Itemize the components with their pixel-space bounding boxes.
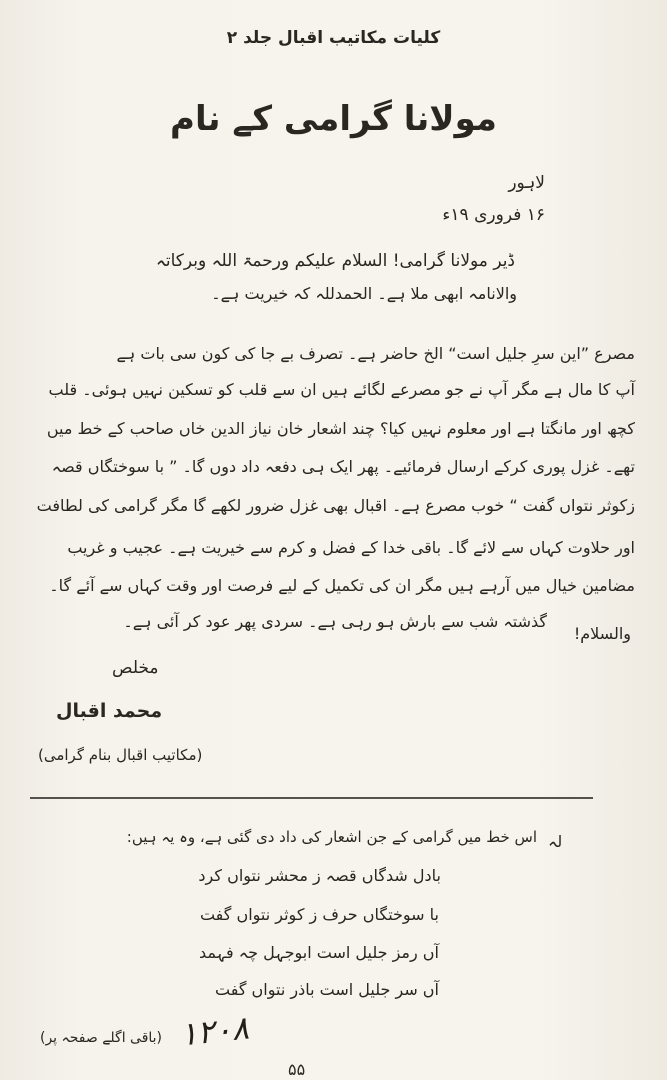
letter-closing: والسلام! xyxy=(573,624,631,643)
letter-line: زکوثر نتواں گفت “ خوب مصرع ہے۔ اقبال بھی غزل ضرور لکھے گا مگر گرامی کی لطافت xyxy=(36,496,635,515)
letter-date: ۱۶ فروری ۱۹ء xyxy=(442,205,545,225)
footnote-divider xyxy=(30,797,593,799)
letter-line: تھے۔ غزل پوری کرکے ارسال فرمائیے۔ پھر ایک ہی دفعہ داد دوں گا۔ ” با سوختگاں قصہ xyxy=(51,457,635,476)
letter-place: لاہور xyxy=(508,173,545,193)
letter-line: اور حلاوت کہاں سے لائے گا۔ باقی خدا کے فضل و کرم سے خیریت ہے۔ عجیب و غریب xyxy=(67,538,635,557)
letter-line: مضامین خیال میں آرہے ہیں مگر ان کی تکمیل کے لیے فرصت اور وقت کہاں سے آئے گا۔ xyxy=(49,576,635,595)
letter-line: کچھ اور مانگتا ہے اور معلوم نہیں کیا؟ چند اشعار خان نیاز الدین خاں صاحب کے خط میں xyxy=(46,419,635,438)
running-title: کلیات مکاتیب اقبال جلد ۲ xyxy=(226,28,441,48)
footnote-verse: آں رمز جلیل است ابوجہل چہ فہمد xyxy=(198,943,439,962)
footnote-verse: آں سر جلیل است باذر نتواں گفت xyxy=(215,980,439,999)
letter-line: آپ کا مال ہے مگر آپ نے جو مصرعے لگائے ہیں ان سے قلب کو تسکین نہیں ہوئی۔ قلب xyxy=(48,380,635,399)
letter-greeting: ڈیر مولانا گرامی! السلام علیکم ورحمۃ اللہ وبرکاتہ xyxy=(155,251,515,271)
footnote-verse: بادل شدگاں قصہ ز محشر نتواں کرد xyxy=(198,866,441,885)
signature: محمد اقبال xyxy=(56,700,163,722)
source-citation: (مکاتیب اقبال بنام گرامی) xyxy=(38,746,203,764)
continued-note: (باقی اگلے صفحہ پر) xyxy=(40,1030,163,1046)
footnote-intro: اس خط میں گرامی کے جن اشعار کی داد دی گئی ہے، وہ یہ ہیں: xyxy=(126,828,537,846)
footnote-marker: لہ xyxy=(548,832,563,851)
letter-title: مولانا گرامی کے نام xyxy=(170,99,497,139)
footnote-verse: با سوختگاں حرف ز کوثر نتواں گفت xyxy=(199,905,439,924)
letter-line: مصرع ”این سرِ جلیل است“ الخ حاضر ہے۔ تصرف بے جا کی کون سی بات ہے xyxy=(116,344,635,363)
valediction: مخلص xyxy=(112,658,159,678)
letter-line: گذشتہ شب سے بارش ہو رہی ہے۔ سردی پھر عود کر آئی ہے۔ xyxy=(123,612,547,631)
page-number: ۵۵ xyxy=(288,1060,306,1079)
handwritten-number: ۱۲۰۸ xyxy=(178,1008,251,1054)
letter-line: والانامہ ابھی ملا ہے۔ الحمدللہ کہ خیریت ہے۔ xyxy=(211,284,517,303)
